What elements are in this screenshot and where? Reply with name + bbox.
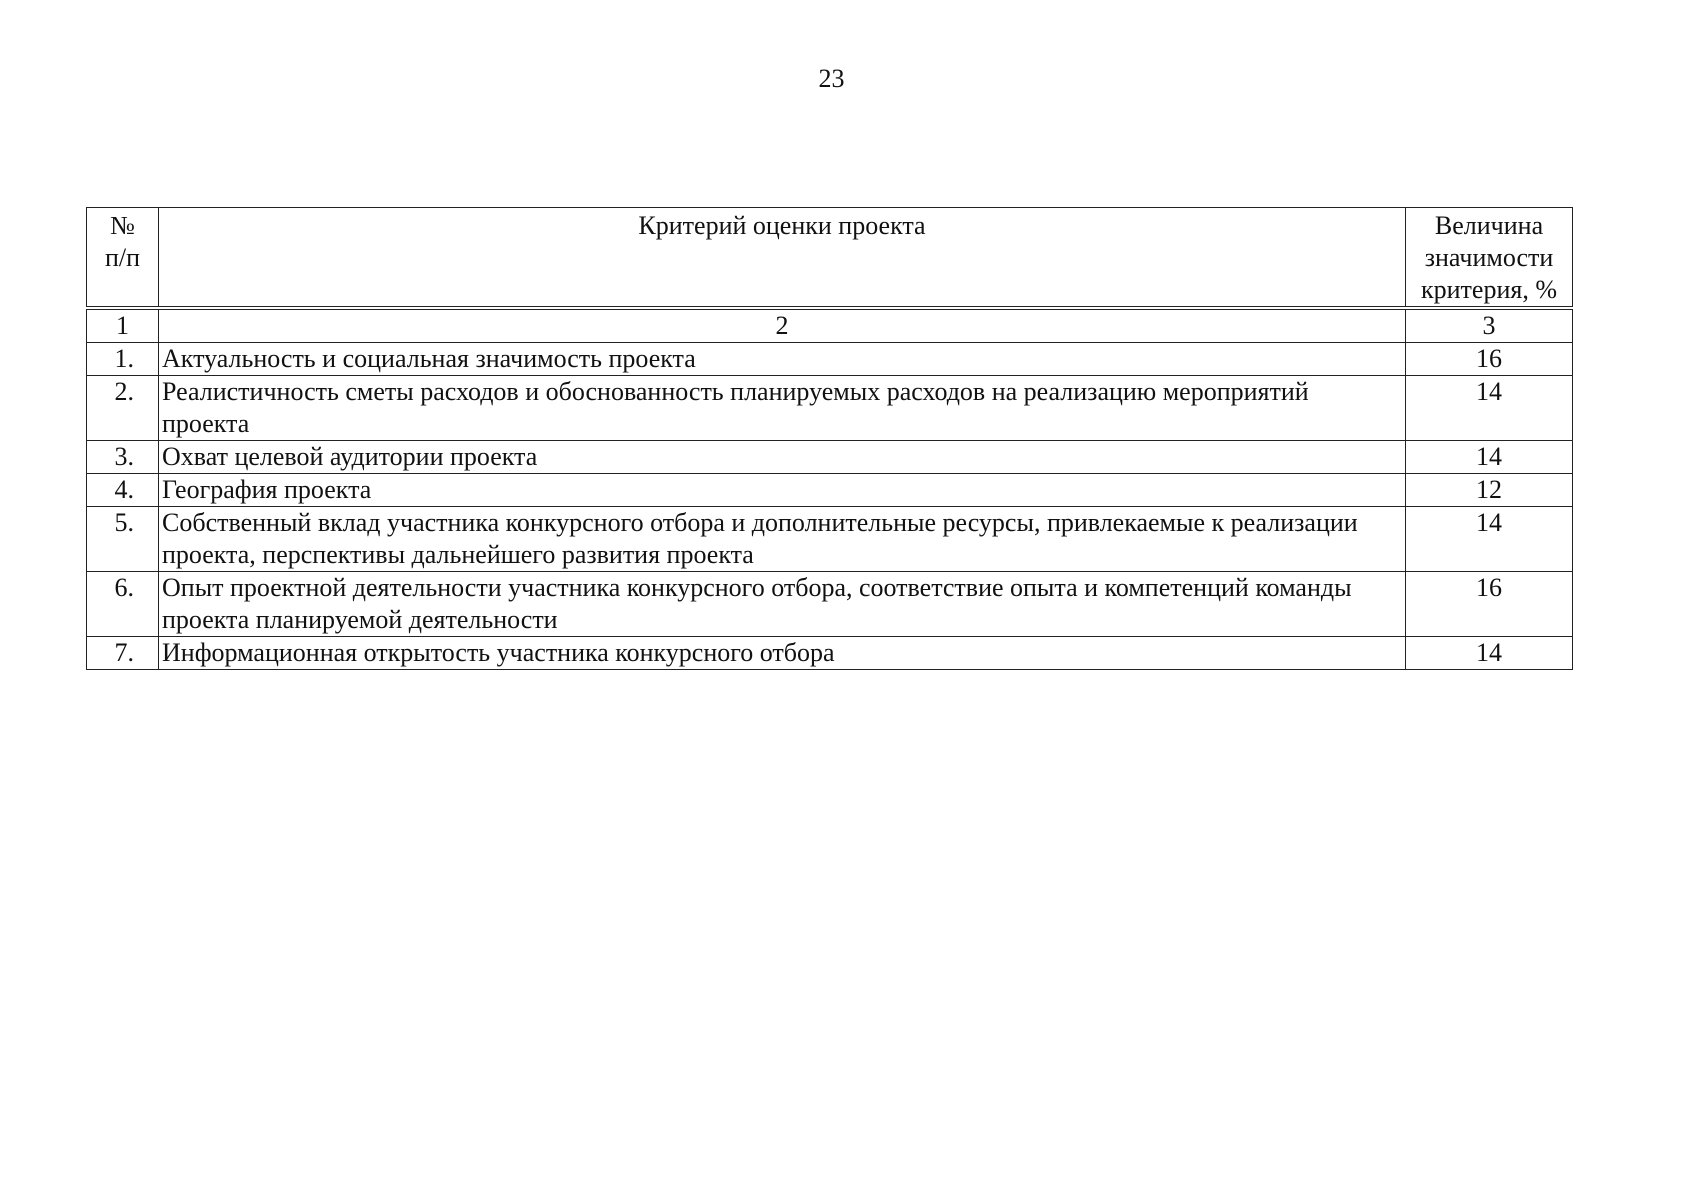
header-row: [87, 208, 1573, 307]
row-criterion: География проекта: [159, 474, 1406, 507]
header-num-line-2: п/п: [104, 243, 141, 272]
criteria-table-header: [86, 207, 1573, 307]
row-num: 4.: [87, 474, 159, 507]
table-row: [87, 507, 1573, 572]
table-row: [87, 376, 1573, 441]
row-weight: 14: [1406, 441, 1573, 474]
row-num: 3.: [87, 441, 159, 474]
row-num: 2.: [87, 376, 159, 441]
column-numbers-row: [87, 310, 1573, 343]
row-criterion: Информационная открытость участника конкурсного отбора: [159, 637, 1406, 670]
criteria-table: [86, 309, 1573, 670]
table-row: [87, 474, 1573, 507]
table-row: [87, 441, 1573, 474]
header-criterion-cell: [159, 208, 1406, 307]
row-weight: 14: [1406, 376, 1573, 441]
table-row: [87, 343, 1573, 376]
header-weight-line-2: значимости: [1424, 243, 1554, 272]
row-criterion: Опыт проектной деятельности участника конкурсного отбора, соответствие опыта и компетенций команды проекта планируемой деятельности: [159, 572, 1406, 637]
column-number-3: 3: [1406, 310, 1573, 343]
row-criterion: Актуальность и социальная значимость проекта: [159, 343, 1406, 376]
page-number: 23: [818, 64, 845, 93]
row-weight: 14: [1406, 507, 1573, 572]
header-weight-line-1: Величина: [1434, 211, 1544, 240]
row-weight: 16: [1406, 572, 1573, 637]
column-number-1: 1: [87, 310, 159, 343]
row-criterion: Собственный вклад участника конкурсного отбора и дополнительные ресурсы, привлекаемые к реализации проекта, перспективы дальнейшего развития проекта: [159, 507, 1406, 572]
table-row: [87, 637, 1573, 670]
header-weight-cell: [1406, 208, 1573, 307]
header-num-cell: [87, 208, 159, 307]
row-num: 5.: [87, 507, 159, 572]
row-weight: 16: [1406, 343, 1573, 376]
table-row: [87, 572, 1573, 637]
row-criterion: Охват целевой аудитории проекта: [159, 441, 1406, 474]
row-num: 7.: [87, 637, 159, 670]
header-weight-line-3: критерия, %: [1421, 275, 1557, 304]
row-weight: 14: [1406, 637, 1573, 670]
row-weight: 12: [1406, 474, 1573, 507]
row-num: 6.: [87, 572, 159, 637]
header-num-line-1: №: [110, 211, 135, 240]
row-criterion: Реалистичность сметы расходов и обоснованность планируемых расходов на реализацию мероприятий проекта: [159, 376, 1406, 441]
header-criterion-label: Критерий оценки проекта: [638, 211, 926, 240]
row-num: 1.: [87, 343, 159, 376]
column-number-2: 2: [159, 310, 1406, 343]
